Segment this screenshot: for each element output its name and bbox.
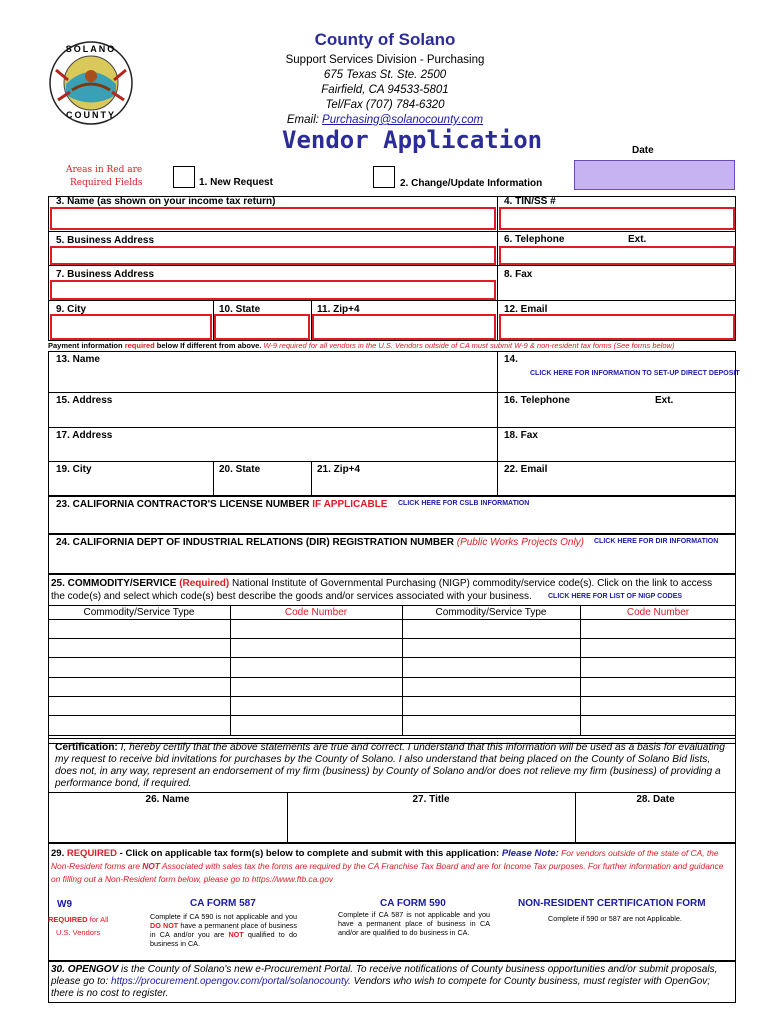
street-line: 675 Texas St. Ste. 2500 (323, 69, 447, 81)
taxforms-note: For vendors outside of the state of CA, the Non-Resident forms are (51, 848, 719, 871)
pay-state-label: 20. State (219, 464, 261, 475)
form587-b: have a permanent place of business in CA and/or you are (150, 921, 297, 939)
cert-date-label: 28. Date (636, 794, 675, 805)
pay-ext-label: Ext. (655, 395, 674, 406)
email-link[interactable]: Purchasing@solanocounty.com (322, 114, 484, 126)
new-request-label: 1. New Request (199, 177, 273, 188)
tin-input[interactable] (499, 207, 735, 230)
telephone-input[interactable] (499, 246, 735, 265)
commodity-col4: Code Number (626, 607, 690, 618)
county-seal (48, 40, 134, 126)
pay-email-label: 22. Email (504, 464, 548, 475)
w9-for: for All (87, 915, 109, 924)
opengov-num: 30. (51, 964, 68, 975)
commodity-col1: Commodity/Service Type (83, 607, 195, 618)
org-title: County of Solano (314, 30, 456, 49)
taxforms-label: - Click on applicable tax form(s) below to complete and submit with this application: (117, 848, 502, 859)
change-request-label: 2. Change/Update Information (400, 178, 543, 189)
cslb-link[interactable]: CLICK HERE FOR CSLB INFORMATION (398, 500, 530, 507)
taxforms-not: NOT (142, 861, 160, 871)
opengov-text2: . Vendors who wish to compete for County business, must register with OpenGov; there is no cost to register. (51, 976, 711, 999)
dir-required: (Public Works Projects Only) (456, 537, 584, 548)
zip-label: 11. Zip+4 (317, 304, 360, 315)
form587-text (150, 912, 297, 948)
payment-note-1: Payment information (48, 341, 125, 350)
seal-bottom-text: COUNTY (66, 110, 116, 120)
opengov-text1: is the County of Solano's new e-Procurement Portal. To receive notifications of County business opportunities and/or submit proposals, please go to: (51, 964, 718, 987)
form587-c: NOT (228, 930, 244, 939)
taxforms-required: REQUIRED (66, 848, 118, 859)
taxforms-note2: Associated with sales tax the forms are required by the CA Franchise Tax Board and are for Income Tax purposes. For further information and guidance on filling out a Non-Resident form below, please go to https://www.ftb.ca.gov (51, 861, 724, 884)
dir-link[interactable]: CLICK HERE FOR DIR INFORMATION (594, 538, 719, 545)
required-legend-1: Areas in Red are (66, 165, 143, 175)
phone-line: Tel/Fax (707) 784-6320 (325, 99, 445, 111)
address1-label: 5. Business Address (56, 235, 155, 246)
payment-note-required: required (124, 341, 155, 350)
license-label-row (56, 499, 387, 510)
payment-note (48, 341, 748, 350)
email-field-label: 12. Email (504, 304, 548, 315)
nigp-link[interactable]: CLICK HERE FOR LIST OF NIGP CODES (548, 593, 683, 600)
tin-label: 4. TIN/SS # (504, 196, 556, 207)
commodity-text-1: National Institute of Governmental Purchasing (NIGP) commodity/service code(s). Click on the link to access (229, 578, 713, 589)
form-title: Vendor Application (282, 126, 543, 154)
nonresident-text: Complete if 590 or 587 are not Applicable. (548, 914, 682, 923)
city-label: 9. City (56, 304, 87, 315)
pay-address1-label: 15. Address (56, 395, 113, 406)
commodity-text-2: the code(s) and select which code(s) best describe the goods and/or services associated with your business. (51, 591, 532, 602)
commodity-col3: Commodity/Service Type (435, 607, 547, 618)
commodity-label: 25. COMMODITY/SERVICE (51, 578, 180, 589)
cert-title-label: 27. Title (412, 794, 450, 805)
state-input[interactable] (214, 314, 310, 340)
commodity-col2: Code Number (284, 607, 348, 618)
certification-label: Certification: (55, 742, 118, 753)
payment-note-2: below If different from above. (154, 341, 264, 350)
payment-note-3: W-9 required for all vendors in the U.S. Vendors outside of CA must submit W-9 & non-resident tax forms (See forms below) (263, 341, 675, 350)
pay-telephone-label: 16. Telephone (504, 395, 570, 406)
pay-fax-label: 18. Fax (504, 430, 538, 441)
city-input[interactable] (50, 314, 212, 340)
w9-required: REQUIRED (48, 915, 88, 924)
address1-input[interactable] (50, 246, 496, 265)
taxforms-text (51, 847, 731, 886)
certification-body: I, hereby certify that the above statements are true and correct. I understand that this information will be used as a basis for evaluating my request to receive bid invitations for purchases by the County of Solano. I also understand that being placed on the County of Solano Bid lists, does not, in any way, represent an endorsement of my firm (business) by County of Solano and/or does not relieve my firm (business) of providing a performance bond, if required. (55, 742, 725, 789)
pay-14-label: 14. (504, 354, 518, 365)
dir-label: 24. CALIFORNIA DEPT OF INDUSTRIAL RELATIONS (DIR) REGISTRATION NUMBER (56, 537, 457, 548)
pay-address2-label: 17. Address (56, 430, 113, 441)
date-label: Date (632, 145, 654, 156)
license-required: IF APPLICABLE (312, 499, 388, 510)
certification-text (55, 742, 730, 790)
nonresident-link[interactable]: NON-RESIDENT CERTIFICATION FORM (518, 898, 706, 909)
email-input[interactable] (499, 314, 735, 340)
form587-link[interactable]: CA FORM 587 (190, 898, 256, 909)
city-line: Fairfield, CA 94533-5801 (321, 84, 449, 96)
ext-label: Ext. (628, 234, 647, 245)
name-input[interactable] (50, 207, 496, 230)
dir-label-row (56, 537, 584, 548)
opengov-bold: OPENGOV (67, 964, 119, 975)
address2-input[interactable] (50, 280, 496, 300)
name-label: 3. Name (as shown on your income tax return) (56, 196, 276, 207)
opengov-text (51, 964, 731, 1000)
email-label: Email: (286, 114, 323, 126)
telephone-label: 6. Telephone (504, 234, 565, 245)
w9-required-text (48, 915, 108, 924)
pay-name-label: 13. Name (56, 354, 100, 365)
seal-top-text: SOLANO (65, 44, 117, 54)
new-request-checkbox[interactable] (173, 166, 195, 188)
form587-a: Complete if CA 590 is not applicable and you (150, 912, 297, 921)
cert-name-label: 26. Name (145, 794, 190, 805)
pay-zip-label: 21. Zip+4 (317, 464, 361, 475)
opengov-url[interactable]: https://procurement.opengov.com/portal/solanocounty (111, 976, 349, 987)
division-line: Support Services Division - Purchasing (285, 54, 485, 66)
pay-city-label: 19. City (56, 464, 92, 475)
change-request-checkbox[interactable] (373, 166, 395, 188)
taxforms-note-label: Please Note: (501, 848, 559, 859)
address2-label: 7. Business Address (56, 269, 155, 280)
form590-text: Complete if CA 587 is not applicable and you have a permanent place of business in CA and/or are qualified to do business in CA. (338, 910, 490, 937)
state-label: 10. State (219, 304, 261, 315)
date-input[interactable] (574, 160, 735, 190)
license-label: 23. CALIFORNIA CONTRACTOR'S LICENSE NUMBER (56, 499, 313, 510)
zip-input[interactable] (312, 314, 496, 340)
direct-deposit-link[interactable]: CLICK HERE FOR INFORMATION TO SET-UP DIRECT DEPOSIT (530, 370, 740, 377)
commodity-required: (Required) (179, 578, 230, 589)
taxforms-num: 29. (51, 848, 67, 859)
fax-label: 8. Fax (504, 269, 533, 280)
required-legend-2: Required Fields (70, 178, 143, 188)
form587-not: DO NOT (150, 921, 179, 930)
w9-us: U.S. Vendors (56, 928, 101, 937)
w9-link[interactable]: W9 (57, 899, 72, 910)
form590-link[interactable]: CA FORM 590 (380, 898, 446, 909)
form587-d: qualified to do business in CA. (150, 930, 297, 948)
